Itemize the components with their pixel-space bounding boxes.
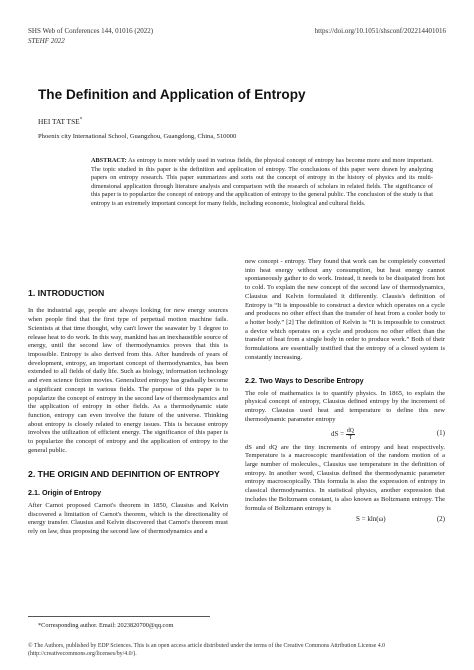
eq1-fraction: [346, 428, 355, 441]
origin-paragraph: After Carnot proposed Carnot's theorem in 1850, Clausius and Kelvin discovered a limitation of Carnot's theorem, which is the directionality of energy transfer. Clausius and Kelvin discovered that Carnot's theorem must rely on law, thus proposing the second law of thermodynamics and a: [28, 502, 228, 536]
author-name: HEI TAT TSE: [38, 117, 80, 126]
doi-link[interactable]: https://doi.org/10.1051/shsconf/202214401016: [314, 27, 446, 35]
affiliation: Phoenix city International School, Guangzhou, Guangdong, China, 510000: [38, 133, 237, 140]
author: [38, 117, 82, 126]
laws-paragraph: new concept - entropy. They found that work can be completely converted into heat energy without any consumption, but heat energy cannot spontaneously gather to do work. Instead, it needs to be dissipated from hot to cold. To explain the new concept of the second law of thermodynamics, Clausius and Kelvin formulated it differently. Clausis's definition of Entropy is “It is impossible to construct a device which operates on a cycle and produces no other effect than the transfer of heat from a cooler body to a hotter body.” [2] The definition of Kelvin is “It is impossible to construct a device which operates on a cycle and produces no other effect than the transfer of heat from a single body in order to produce work.” Both of their formulations are essentially testified that the entropy of a closed system is constantly increasing.: [245, 258, 445, 361]
subsection-heading-origin: 2.1. Origin of Entropy: [28, 488, 102, 498]
license-notice: © The Authors, published by EDP Sciences. This is an open access article distributed under the terms of the Creative Commons Attribution License 4.0 (http://creativecommons.org/licenses/by/4.0/).: [28, 643, 386, 657]
abstract: [91, 157, 433, 208]
equation-1: [245, 425, 445, 444]
corresponding-author-footnote: *Corresponding author. Email: 2023820700@qq.com: [38, 622, 174, 629]
paper-title: The Definition and Application of Entropy: [38, 87, 306, 102]
eq1-denominator: T: [348, 434, 353, 441]
equation-2: [245, 513, 445, 529]
journal-reference: SHS Web of Conferences 144, 01016 (2022): [28, 27, 154, 35]
footnote-divider: [28, 616, 210, 617]
right-column: [245, 258, 445, 529]
eq1-lhs: dS =: [331, 429, 345, 438]
corresponding-mark: *: [79, 117, 83, 123]
boltzmann-paragraph: dS and dQ are the tiny increments of entropy and heat respectively. Temperature is a macroscopic manifestation of the random motion of a large number of molecules., Clausius use temperature in the definition of entropy. In another word, Clausius defined the thermodynamic parameter entropy macroscopically. This formula is also the expression of entropy in classical thermodynamics. In statistical physics, another expression that includes the Boltzmann constant, is also known as Boltzmann entropy. The formula of Boltzmann entropy is: [245, 443, 445, 512]
eq2-expression: S = kln(ω): [356, 515, 386, 524]
describe-paragraph: The role of mathematics is to quantify physics. In 1865, to explain the physical concept of entropy, Clausius defined entropy by the increment of entropy. Clausius used heat and temperature to define this new thermodynamic parameter entropy: [245, 389, 445, 423]
section-heading-origin: 2. THE ORIGIN AND DEFINITION OF ENTROPY: [28, 468, 220, 479]
eq1-number: (1): [436, 428, 445, 437]
abstract-label: ABSTRACT:: [91, 157, 127, 164]
introduction-paragraph: In the industrial age, people are always looking for new energy sources when people find that the first type of perpetual motion machine fails. Scientists at that time thought, why can't lower the seawater by 1 degree to release heat to do work. In this way, mankind has an inexhaustible source of energy, until the second law of thermodynamics proves that this is impossible. Entropy is also derived from this. After hundreds of years of development, entropy, an important concept of thermodynamics, has been extended to all fields of daily life. Such as biology, information technology and even science fiction movies. Generalized entropy has gradually become a significant concept in various fields. The purpose of this paper is to popularize the concept of entropy in the second law of thermodynamics and the application of entropy in other fields. As a thermodynamic state function, entropy can even involve the future of the universe. Thinking about entropy is closely related to energy issues. This is because entropy involves the utilization of efficient energy. The significance of this paper is to popularize the concept of entropy and the application of entropy to the general public.: [28, 307, 228, 454]
subsection-heading-describe: 2.2. Two Ways to Describe Entropy: [245, 375, 364, 385]
left-column: [28, 288, 228, 537]
section-heading-introduction: 1. INTRODUCTION: [28, 288, 105, 298]
conference-name: STEHF 2022: [28, 37, 65, 45]
eq1-numerator: dQ: [346, 427, 354, 434]
abstract-text: As entropy is more widely used in various fields, the physical concept of entropy has become more and more important. The topic studied in this paper is the definition and application of entropy. The conclusions of this paper were drawn by analyzing papers on entropy research. This paper summarizes and sorts out the concept of entropy in the history of physics and its multi-dimensional application through literature analysis and comparison with the research of scholars in related fields. The significance of this paper is to popularize the concept of entropy and the application of entropy to the general public. The conclusion of the study is that entropy is an extremely important concept for many fields, including economic, biological and cultural fields.: [91, 157, 433, 207]
eq2-number: (2): [436, 515, 445, 524]
